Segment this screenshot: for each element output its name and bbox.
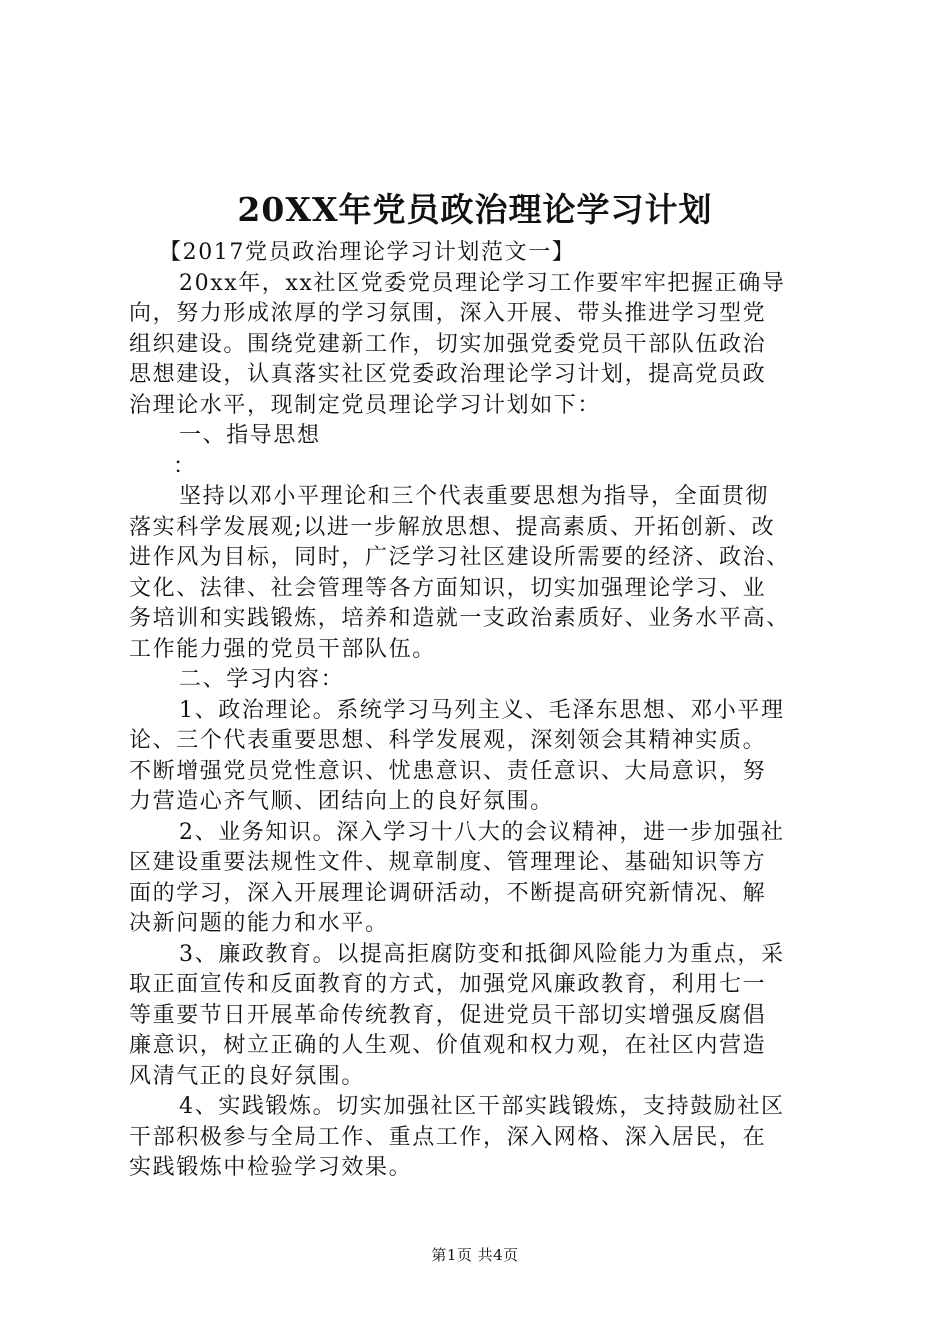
text-line: 4、实践锻炼。切实加强社区干部实践锻炼，支持鼓励社区 <box>179 1094 785 1119</box>
text-line: ： <box>173 453 197 479</box>
text-line: 实践锻炼中检验学习效果。 <box>129 1155 413 1180</box>
text-line: 风清气正的良好氛围。 <box>129 1063 366 1089</box>
text-line: 务培训和实践锻炼，培养和造就一支政治素质好、业务水平高、 <box>129 606 790 631</box>
text-line: 思想建设，认真落实社区党委政治理论学习计划，提高党员政 <box>129 362 767 387</box>
text-line: 文化、法律、社会管理等各方面知识，切实加强理论学习、业 <box>129 575 767 601</box>
text-line: 进作风为目标，同时，广泛学习社区建设所需要的经济、政治、 <box>129 545 790 570</box>
text-line: 2、业务知识。深入学习十八大的会议精神，进一步加强社 <box>179 819 785 845</box>
text-line: 20xx年，xx社区党委党员理论学习工作要牢牢把握正确导 <box>179 270 786 296</box>
text-line: 干部积极参与全局工作、重点工作，深入网格、深入居民，在 <box>129 1124 767 1150</box>
text-line: 不断增强党员党性意识、忧患意识、责任意识、大局意识，努 <box>129 758 767 784</box>
text-line: 力营造心齐气顺、团结向上的良好氛围。 <box>129 789 554 814</box>
page-footer: 第1页 共4页 <box>431 1246 519 1264</box>
text-line: 论、三个代表重要思想、科学发展观，深刻领会其精神实质。 <box>129 728 767 753</box>
text-line: 廉意识，树立正确的人生观、价值观和权力观，在社区内营造 <box>129 1033 767 1058</box>
text-line: 坚持以邓小平理论和三个代表重要思想为指导，全面贯彻 <box>179 484 770 509</box>
text-line: 【2017党员政治理论学习计划范文一】 <box>159 240 576 265</box>
document-body <box>129 238 833 1184</box>
section-heading: 二、学习内容： <box>179 667 345 692</box>
text-line: 3、廉政教育。以提高拒腐防变和抵御风险能力为重点，采 <box>179 941 785 967</box>
document-title: 20XX年党员政治理论学习计划 <box>237 190 713 229</box>
text-line: 组织建设。围绕党建新工作，切实加强党委党员干部队伍政治 <box>129 331 767 357</box>
text-line: 落实科学发展观;以进一步解放思想、提高素质、开拓创新、改 <box>129 514 776 540</box>
text-line: 工作能力强的党员干部队伍。 <box>129 636 436 662</box>
text-line: 区建设重要法规性文件、规章制度、管理理论、基础知识等方 <box>129 850 767 875</box>
text-line: 取正面宣传和反面教育的方式，加强党风廉政教育，利用七一 <box>129 972 767 997</box>
text-line: 1、政治理论。系统学习马列主义、毛泽东思想、邓小平理 <box>179 697 785 723</box>
text-line: 决新问题的能力和水平。 <box>129 911 389 936</box>
text-line: 等重要节日开展革命传统教育，促进党员干部切实增强反腐倡 <box>129 1002 767 1028</box>
text-line: 向，努力形成浓厚的学习氛围，深入开展、带头推进学习型党 <box>129 301 767 326</box>
text-line: 面的学习，深入开展理论调研活动，不断提高研究新情况、解 <box>129 880 767 906</box>
section-heading: 一、指导思想 <box>179 423 321 448</box>
text-line: 治理论水平，现制定党员理论学习计划如下： <box>129 392 602 418</box>
